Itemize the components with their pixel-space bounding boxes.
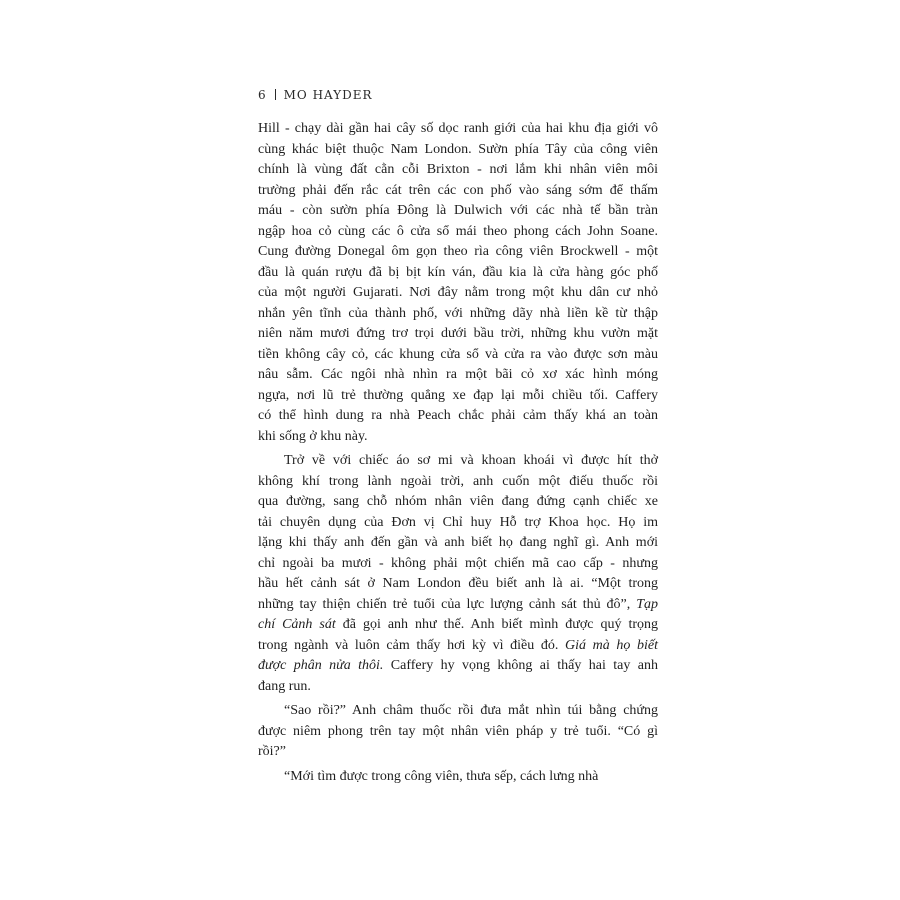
text-line xyxy=(258,283,658,304)
paragraph xyxy=(258,451,658,697)
text-segment: chính là vùng đất cằn cỗi Brixton - nơi lắm khi nhân viên môi xyxy=(258,162,658,177)
author-name: MO HAYDER xyxy=(283,88,373,102)
text-line xyxy=(258,595,658,616)
text-line xyxy=(258,201,658,222)
text-segment: đang run. xyxy=(258,678,311,694)
text-segment: “Sao rồi?” Anh châm thuốc rồi đưa mắt nhìn túi bằng chứng xyxy=(284,703,658,718)
text-line xyxy=(258,242,658,263)
text-line xyxy=(258,222,658,243)
text-segment: “Mới tìm được trong công viên, thưa sếp, cách lưng nhà xyxy=(284,768,599,784)
text-segment: qua đường, sang chỗ nhóm nhân viên đang đứng cạnh chiếc xe xyxy=(258,494,658,509)
text-segment: Trở về với chiếc áo sơ mi và khoan khoái vì được hít thở xyxy=(284,453,658,468)
text-line xyxy=(258,181,658,202)
running-header xyxy=(258,88,373,102)
text-segment: trường phải đến rắc cát trên các con phố vào sáng sớm để thấm xyxy=(258,182,658,198)
text-line xyxy=(258,656,658,677)
text-segment: cùng khác biệt thuộc Nam London. Sườn phía Tây của công viên xyxy=(258,141,658,157)
text-segment: nâu sẫm. Các ngôi nhà nhìn ra một bãi cỏ xơ xác hình móng xyxy=(258,367,658,382)
text-segment: máu - còn sườn phía Đông là Dulwich với các nhà tế bần tràn xyxy=(258,203,658,218)
text-segment: có thể hình dung ra nhà Peach chắc phải cảm thấy khá an toàn xyxy=(258,408,658,423)
text-line xyxy=(258,119,658,140)
text-segment: được niêm phong trên tay một nhân viên pháp y trẻ tuổi. “Có gì xyxy=(258,723,658,739)
body-text xyxy=(258,119,658,787)
text-line xyxy=(258,406,658,427)
text-line xyxy=(258,554,658,575)
text-segment: Hill - chạy dài gần hai cây số dọc ranh giới của hai khu địa giới vô xyxy=(258,121,658,136)
text-line xyxy=(258,304,658,325)
text-segment: nhắn yên tĩnh của thành phố, với những dãy nhà liền kề từ thập xyxy=(258,305,658,321)
text-line xyxy=(258,677,658,698)
text-line xyxy=(258,160,658,181)
paragraph xyxy=(258,119,658,447)
text-line xyxy=(258,574,658,595)
text-line xyxy=(258,722,658,743)
italic-text: Giá mà họ biết xyxy=(565,637,659,653)
page-number: 6 xyxy=(258,88,267,102)
text-line xyxy=(258,533,658,554)
text-segment: chỉ ngoài ba mươi - không phải một chiến mã cao cấp - nhưng xyxy=(258,555,658,571)
text-line xyxy=(258,636,658,657)
text-segment: những tay thiện chiến trẻ tuổi của lực lượng cảnh sát thủ đô”, xyxy=(258,596,637,612)
text-line xyxy=(258,492,658,513)
text-line xyxy=(258,140,658,161)
text-line xyxy=(258,451,658,472)
text-line xyxy=(258,386,658,407)
text-segment: ngập hoa cỏ cùng các ô cửa sổ mái theo phong cách John Soane. xyxy=(258,223,658,239)
text-segment: đầu là quán rượu đã bị bịt kín ván, đầu kia là cửa hàng góc phố xyxy=(258,264,658,280)
text-segment: niên năm mươi đứng trơ trọi dưới bầu trời, những khu vườn mặt xyxy=(258,326,658,341)
text-segment: tải chuyên dụng của Đơn vị Chỉ huy Hỗ trợ Khoa học. Họ im xyxy=(258,514,658,530)
italic-text: được phân nửa thôi. xyxy=(258,658,384,673)
text-segment: Caffery hy vọng không ai thấy hai tay anh xyxy=(383,658,658,673)
text-line xyxy=(258,324,658,345)
text-segment: của một người Gujarati. Nơi đây nằm trong một khu dân cư nhỏ xyxy=(258,285,658,300)
text-segment: trong ngành và luôn cảm thấy hơi kỳ vì điều đó. xyxy=(258,637,566,653)
text-segment: đã gọi anh như thế. Anh biết mình được quý trọng xyxy=(335,617,658,632)
text-segment: lặng khi thấy anh đến gần và anh biết họ đang nghĩ gì. Anh mới xyxy=(258,535,658,550)
paragraph xyxy=(258,701,658,763)
text-line xyxy=(258,615,658,636)
header-separator xyxy=(275,89,276,100)
text-segment: hầu hết cảnh sát ở Nam London đều biết anh là ai. “Một trong xyxy=(258,576,658,591)
text-segment: tiền không cây cỏ, các khung cửa sổ và cửa ra vào được sơn màu xyxy=(258,346,658,362)
text-segment: không khí trong lành ngoài trời, anh cuốn một điếu thuốc rồi xyxy=(258,473,658,489)
text-line xyxy=(258,701,658,722)
text-segment: Cung đường Donegal ôm gọn theo rìa công viên Brockwell - một xyxy=(258,244,658,259)
text-line xyxy=(258,513,658,534)
italic-text: chí Cảnh sát xyxy=(258,617,336,632)
text-segment: khi sống ở khu này. xyxy=(258,428,368,444)
text-line xyxy=(258,427,658,448)
text-line xyxy=(258,345,658,366)
paragraph xyxy=(258,767,658,788)
text-segment: ngựa, nơi lũ trẻ thường quẳng xe đạp lại mỗi chiều tối. Caffery xyxy=(258,387,658,403)
text-line xyxy=(258,472,658,493)
text-segment: rồi?” xyxy=(258,744,286,759)
italic-text: Tạp xyxy=(636,596,658,612)
text-line xyxy=(258,263,658,284)
text-line xyxy=(258,365,658,386)
text-line xyxy=(258,767,658,788)
text-line xyxy=(258,742,658,763)
